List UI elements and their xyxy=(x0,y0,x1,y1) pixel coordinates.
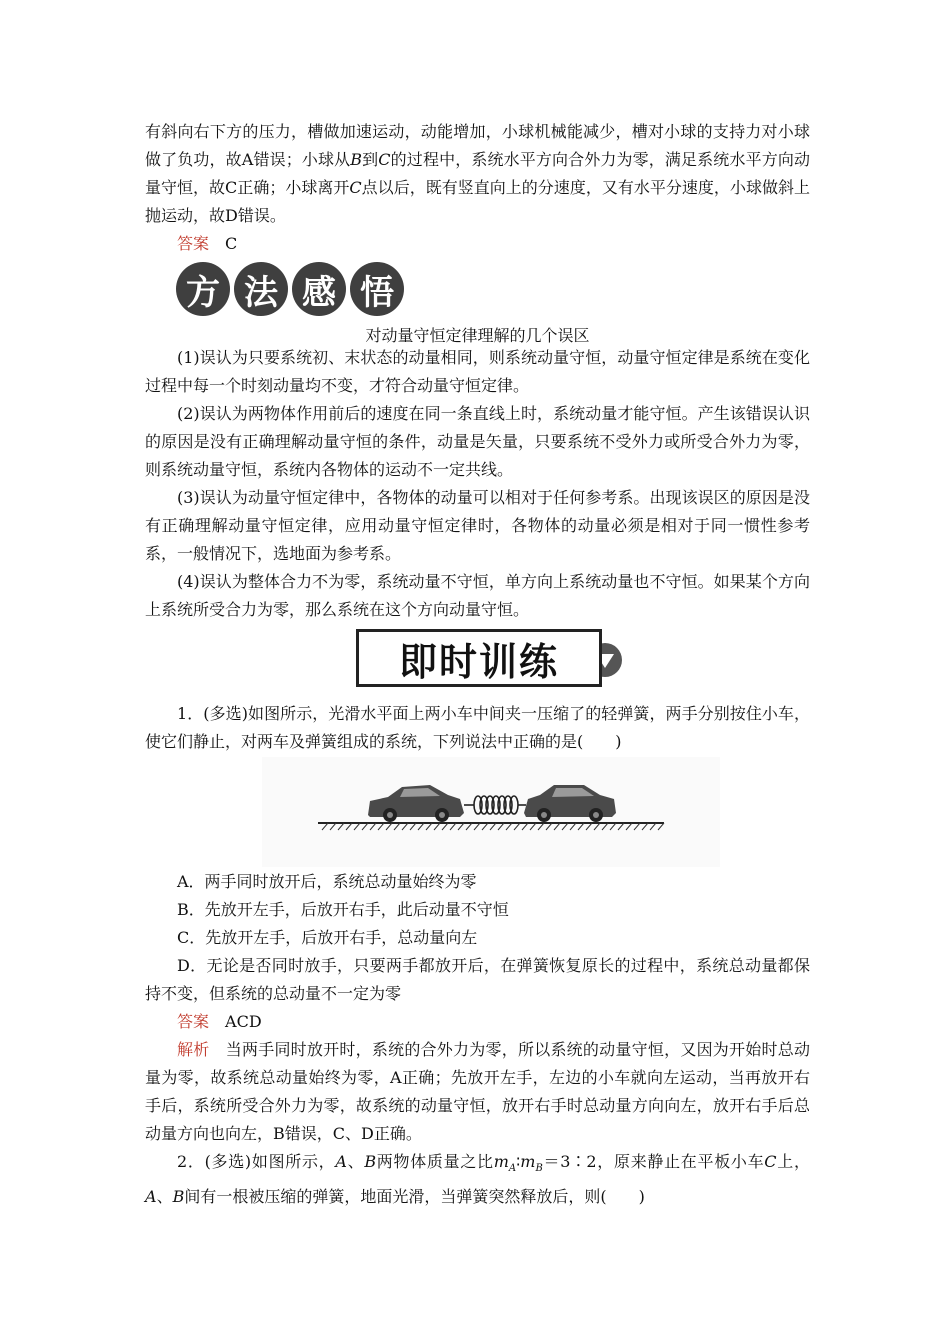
intro-line-2b: 到 xyxy=(362,150,379,169)
q2-mid: 两物体质量之比 xyxy=(376,1152,494,1171)
q2-object-b-2: B xyxy=(172,1187,185,1207)
intro-line-1: 有斜向右下方的压力，槽做加速运动，动能增加，小球机械能减少，槽对小球的支持力对 xyxy=(145,122,778,141)
q2-prefix: 2．(多选)如图所示， xyxy=(177,1152,336,1171)
q1-answer-line xyxy=(145,1008,810,1036)
q1-option-b: B．先放开左手，后放开右手，此后动量不守恒 xyxy=(177,900,509,919)
answer-value: C xyxy=(225,234,238,253)
training-banner-label: 即时训练 xyxy=(356,629,602,687)
q2-ratio: ＝3∶2，原来静止在平板小车 xyxy=(542,1152,765,1171)
misconception-1: (1)误认为只要系统初、末状态的动量相同，则系统动量守恒，动量守恒定律是系统在变化过程中每一个时刻动量均不变，才符合动量守恒定律。 xyxy=(145,348,810,395)
q1-stem: 1．(多选)如图所示，光滑水平面上两小车中间夹一压缩了的轻弹簧，两手分别按住小车，使它们静止，对两车及弹簧组成的系统，下列说法中正确的是( ) xyxy=(145,704,810,751)
q1-option-a: A．两手同时放开后，系统总动量始终为零 xyxy=(177,872,477,891)
point-b: B xyxy=(350,150,363,169)
intro-line-2c: 的过程中，系统水平方向合外力为零，满足系统 xyxy=(390,150,730,169)
two-cars-spring-figure xyxy=(262,757,720,867)
q1-answer-value: ACD xyxy=(225,1012,262,1031)
intro-line-3b: 点以后，既有竖直向上的分速度，又有水平分 xyxy=(361,178,682,197)
q1-option-c: C．先放开左手，后放开右手，总动量向左 xyxy=(177,928,478,947)
misconception-3: (3)误认为动量守恒定律中，各物体的动量可以相对于任何参考系。出现该误区的原因是没有正确理解动量守恒定律，应用动量守恒定律时，各物体的动量必须是相对于同一惯性参考系，一般情况下，选地面为参考系。 xyxy=(145,488,810,563)
banner-char-2: 法 xyxy=(234,262,288,316)
training-banner xyxy=(356,629,626,691)
q2-cart-c: C xyxy=(764,1152,777,1171)
answer-line xyxy=(145,230,810,258)
q1-option-d: D．无论是否同时放手，只要两手都放开后，在弹簧恢复原长的过程中，系统总动量都保持不变，但系统的总动量不一定为零 xyxy=(145,956,810,1003)
q2-mass-a: m xyxy=(493,1152,509,1171)
method-insight-banner xyxy=(176,262,404,316)
q2-mass-b: m xyxy=(520,1152,536,1171)
q2-sep: 、 xyxy=(346,1152,365,1171)
q2-stem xyxy=(145,1148,810,1211)
q2-colon: ∶ xyxy=(516,1152,521,1171)
q2-mass-a-sub: A xyxy=(508,1163,517,1175)
answer-label: 答案 xyxy=(177,234,210,253)
misconception-2: (2)误认为两物体作用前后的速度在同一条直线上时，系统动量才能守恒。产生该错误认识的原因是没有正确理解动量守恒的条件，动量是矢量，只要系统不受外力或所受合外力为零，则系统动量守恒，系统内各物体的运动不一定共线。 xyxy=(145,404,810,479)
point-c: C xyxy=(378,150,391,169)
banner-char-3: 感 xyxy=(292,262,346,316)
q1-answer-label: 答案 xyxy=(177,1012,210,1031)
q1-analysis-label: 解析 xyxy=(177,1040,210,1059)
intro-line-3a: 水平方向动量守恒，故C正确；小球离开 xyxy=(145,150,810,197)
q2-end2: 间有一根被压缩的弹簧，地面光滑，当弹簧突然释放后，则( ) xyxy=(184,1187,645,1207)
q1-analysis-text: 当两手同时放开时，系统的合外力为零，所以系统的动量守恒，又因为开始时总动量为零，故系统总动量始终为零，A正确；先放开左手，左边的小车就向左运动，当再放开右手后，系统所受合外力为零，故系统的动量守恒，放开右手时总动量方向向左，放开右手后总动量方向也向左，B错误，C、D正确。 xyxy=(145,1040,810,1143)
section-title: 对动量守恒定律理解的几个误区 xyxy=(365,326,590,345)
q1-analysis xyxy=(145,1036,810,1148)
intro-paragraph xyxy=(145,118,810,230)
q2-object-a-2: A xyxy=(145,1187,157,1207)
q2-object-b: B xyxy=(364,1152,377,1171)
q2-object-a: A xyxy=(335,1152,347,1171)
q2-mass-b-sub: B xyxy=(535,1163,543,1175)
misconception-4: (4)误认为整体合力不为零，系统动量不守恒，单方向上系统动量也不守恒。如果某个方向上系统所受合力为零，那么系统在这个方向动量守恒。 xyxy=(145,572,810,619)
banner-char-1: 方 xyxy=(176,262,230,316)
intro-line-2a: 小球做了负功，故A错误；小球从 xyxy=(145,122,810,169)
banner-char-4: 悟 xyxy=(350,262,404,316)
q2-end1: 上， xyxy=(776,1152,810,1171)
point-c-2: C xyxy=(349,178,362,197)
intro-line-4: 速度，小球做斜上抛运动，故D错误。 xyxy=(145,178,810,225)
q2-sep2: 、 xyxy=(156,1187,173,1207)
